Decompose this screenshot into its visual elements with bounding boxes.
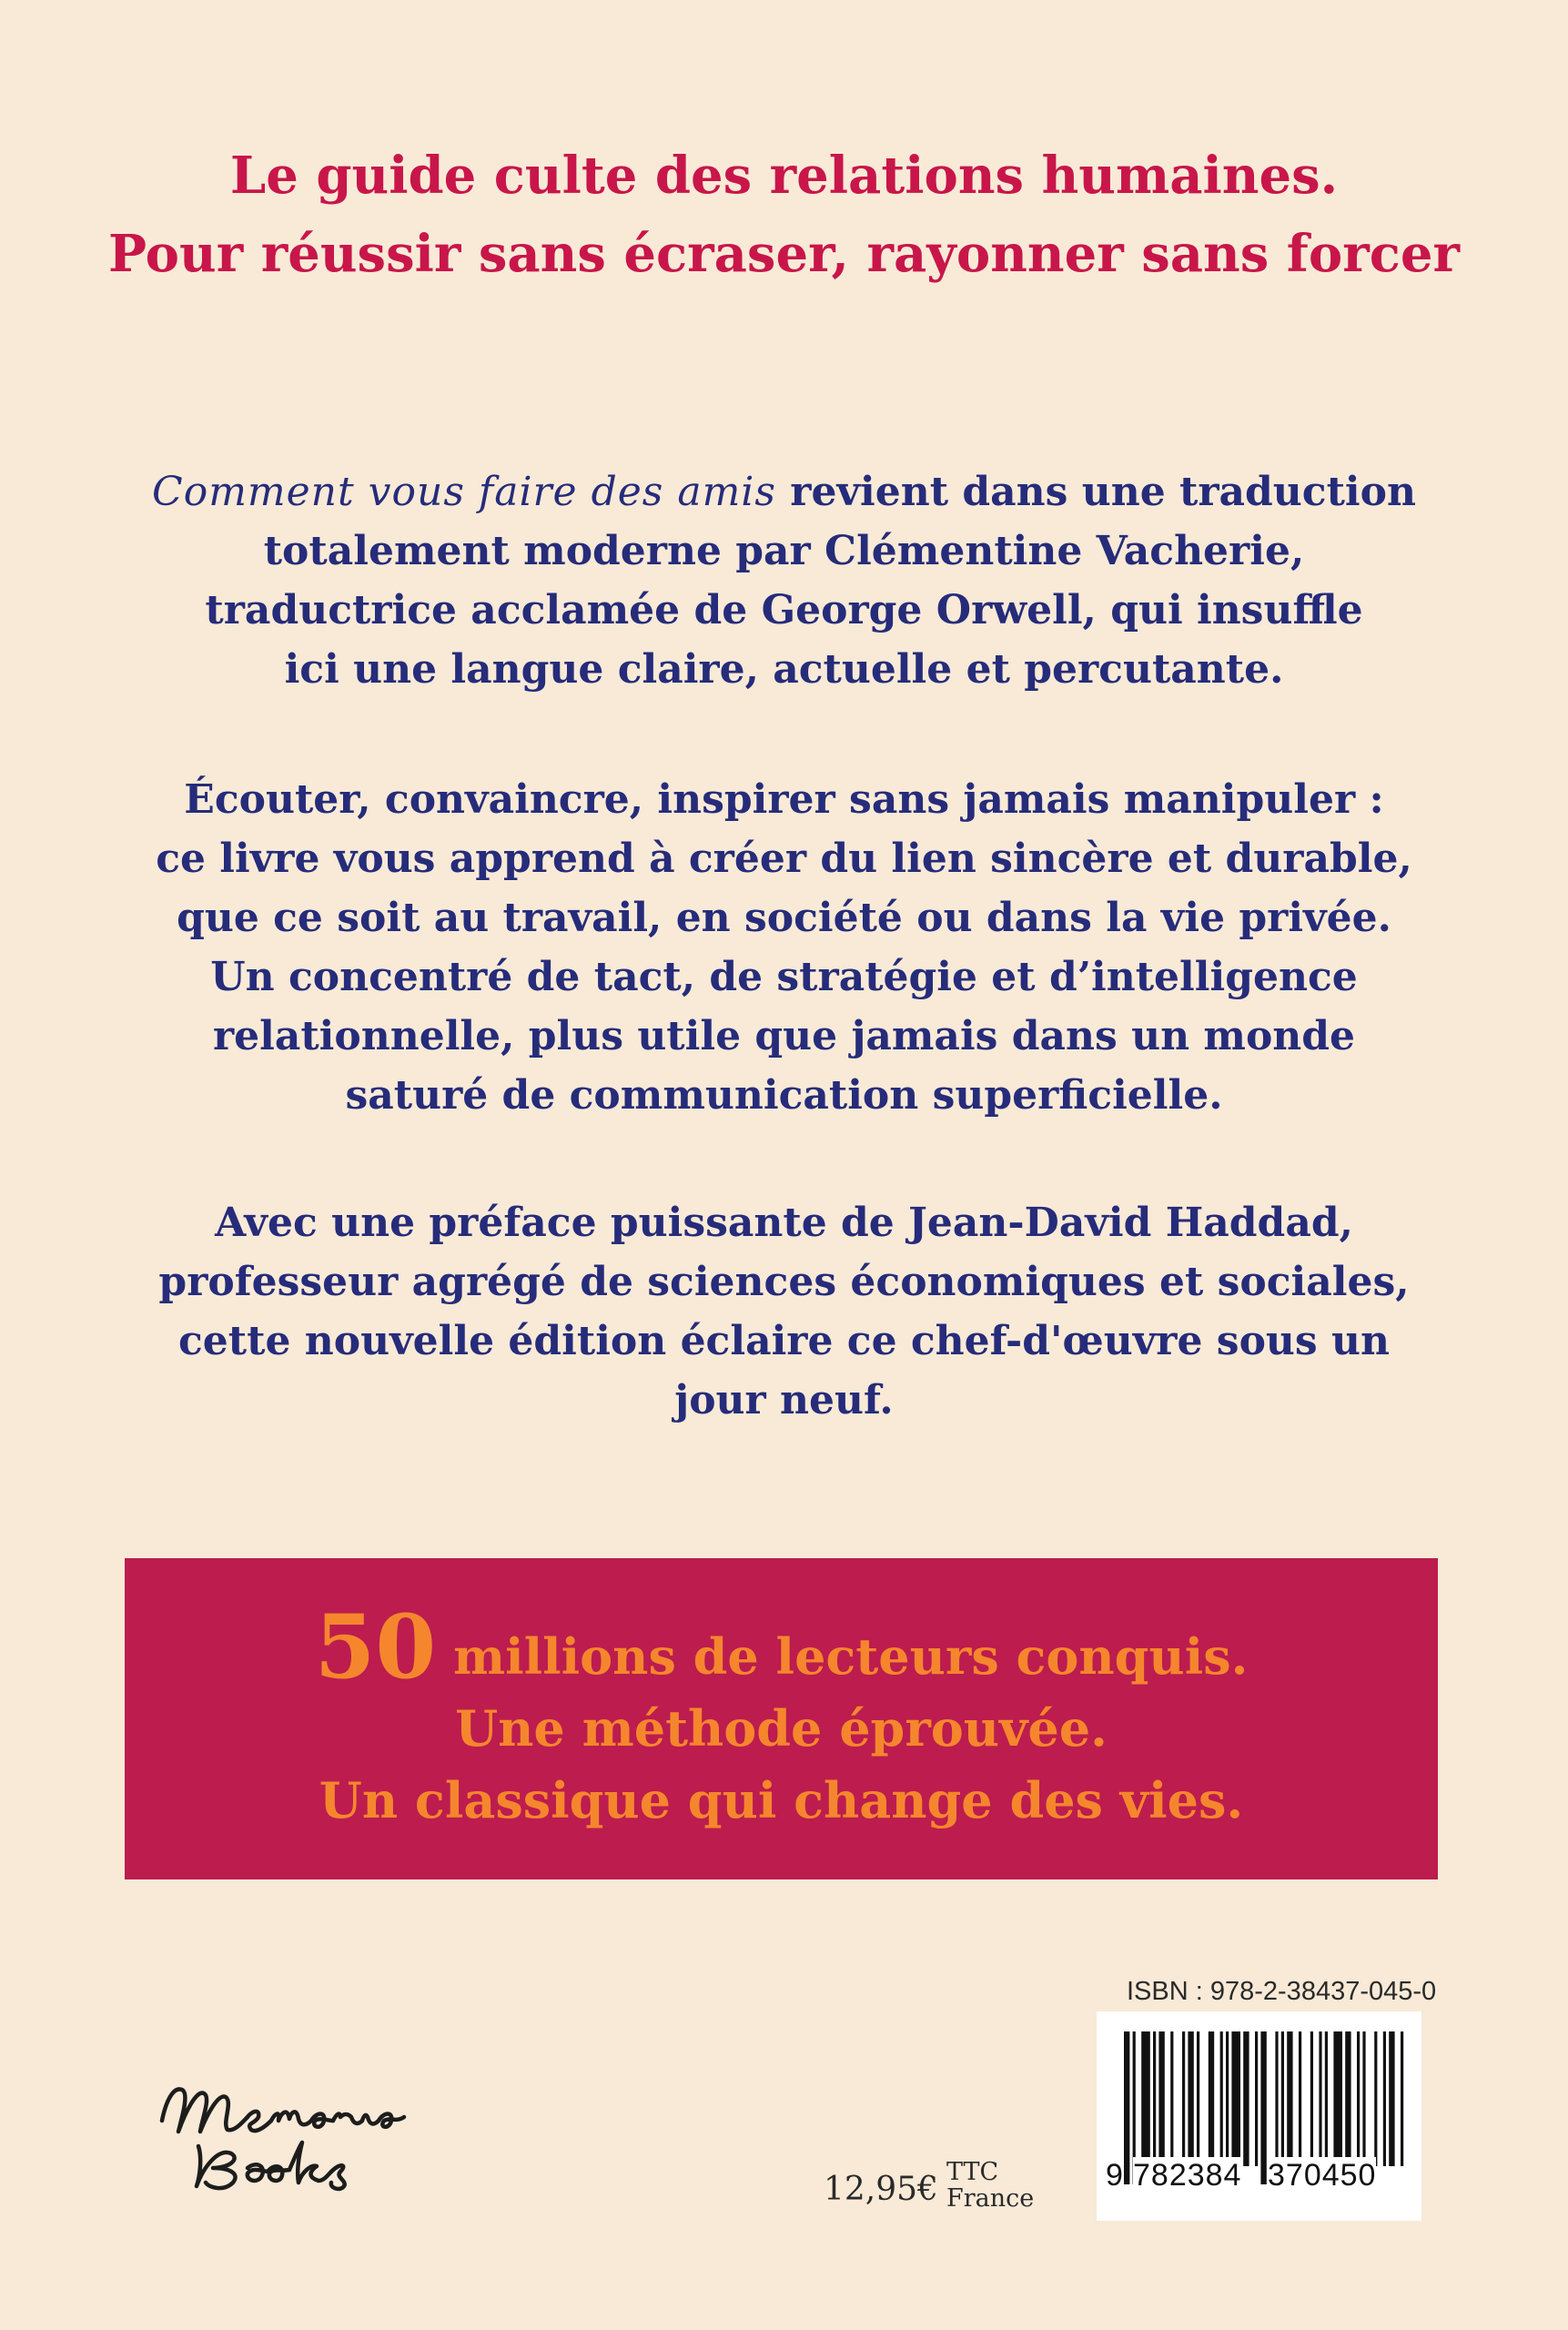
barcode-guard-bar: [1124, 2031, 1129, 2184]
barcode-bar: [1182, 2031, 1185, 2166]
barcode-bar: [1170, 2031, 1173, 2166]
blurb-line: totalement moderne par Clémentine Vacherie,: [263, 528, 1305, 574]
readers-count: 50: [314, 1596, 437, 1698]
barcode-bar: [1188, 2031, 1193, 2166]
barcode-bar: [1255, 2031, 1258, 2166]
blurb-paragraph-2: [137, 770, 1431, 1125]
barcode-bar: [1319, 2031, 1321, 2166]
tagline-line-2: Pour réussir sans écraser, rayonner sans forcer: [108, 224, 1460, 284]
barcode-bar: [1401, 2031, 1403, 2166]
blurb-line: [137, 462, 1431, 522]
barcode-bar: [1209, 2031, 1214, 2166]
barcode-bar: [1374, 2031, 1377, 2166]
barcode-digits-left: 782384: [1133, 2158, 1242, 2193]
barcode-bar: [1357, 2031, 1360, 2166]
promo-banner: [125, 1558, 1438, 1879]
barcode-bar: [1141, 2031, 1150, 2166]
price: 12,95€: [824, 2171, 938, 2208]
barcode-bar: [1226, 2031, 1229, 2166]
barcode-bar: [1153, 2031, 1156, 2166]
barcode-guard-bar: [1260, 2031, 1266, 2184]
barcode-bar: [1325, 2031, 1328, 2166]
banner-line-2: Une méthode éprouvée.: [455, 1699, 1108, 1758]
banner-line-1: [125, 1596, 1438, 1698]
blurb-line: cette nouvelle édition éclaire ce chef-d'œuvre sous un: [178, 1318, 1390, 1364]
publisher-logo: [146, 2066, 446, 2203]
price-tax-note: [946, 2159, 1034, 2212]
blurb-line: jour neuf.: [674, 1377, 894, 1423]
banner-line-1-rest: millions de lecteurs conquis.: [436, 1627, 1249, 1686]
barcode-bar: [1299, 2031, 1301, 2166]
barcode-bar: [1197, 2031, 1199, 2166]
blurb-line: que ce soit au travail, en société ou dans la vie privée.: [177, 895, 1391, 941]
barcode-bar: [1383, 2031, 1386, 2166]
tagline: [0, 137, 1568, 293]
blurb-line-rest: revient dans une traduction: [775, 469, 1416, 515]
barcode-bar: [1231, 2031, 1240, 2166]
barcode-bar: [1310, 2031, 1313, 2166]
barcode-bar: [1287, 2031, 1292, 2166]
blurb-line: Écouter, convaincre, inspirer sans jamais manipuler :: [184, 776, 1384, 823]
barcode-bar: [1220, 2031, 1223, 2166]
blurb-line: Avec une préface puissante de Jean-David Haddad,: [215, 1200, 1353, 1246]
barcode-digit-first: 9: [1106, 2158, 1124, 2193]
barcode-bar: [1389, 2031, 1394, 2166]
barcode-bar: [1333, 2031, 1342, 2166]
isbn-label: ISBN : 978-2-38437-045-0: [1127, 1977, 1437, 2006]
blurb-paragraph-1: [137, 462, 1431, 699]
promo-banner-text: [125, 1596, 1438, 1837]
blurb-paragraph-3: [137, 1193, 1431, 1430]
blurb-line: professeur agrégé de sciences économiques et sociales,: [158, 1259, 1410, 1305]
blurb-line: ici une langue claire, actuelle et percutante.: [284, 646, 1284, 693]
barcode-bar: [1158, 2031, 1164, 2166]
blurb-line: ce livre vous apprend à créer du lien sincère et durable,: [156, 836, 1412, 882]
barcode-bar: [1243, 2031, 1249, 2166]
blurb-line: Un concentré de tact, de stratégie et d’intelligence: [210, 954, 1358, 1000]
barcode-bar: [1345, 2031, 1351, 2166]
blurb-line: saturé de communication superficielle.: [345, 1072, 1223, 1119]
price-tax: TTC: [946, 2158, 999, 2186]
barcode: [1097, 2011, 1421, 2221]
banner-line-3: Un classique qui change des vies.: [319, 1771, 1244, 1829]
price-country: France: [946, 2184, 1035, 2213]
blurb-line: relationnelle, plus utile que jamais dans un monde: [212, 1013, 1356, 1059]
book-title: Comment vous faire des amis: [152, 469, 776, 515]
barcode-digits-right: 370450: [1268, 2158, 1377, 2193]
blurb-line: traductrice acclamée de George Orwell, qui insuffle: [205, 587, 1363, 633]
barcode-bar: [1362, 2031, 1365, 2166]
tagline-line-1: Le guide culte des relations humaines.: [229, 146, 1339, 206]
